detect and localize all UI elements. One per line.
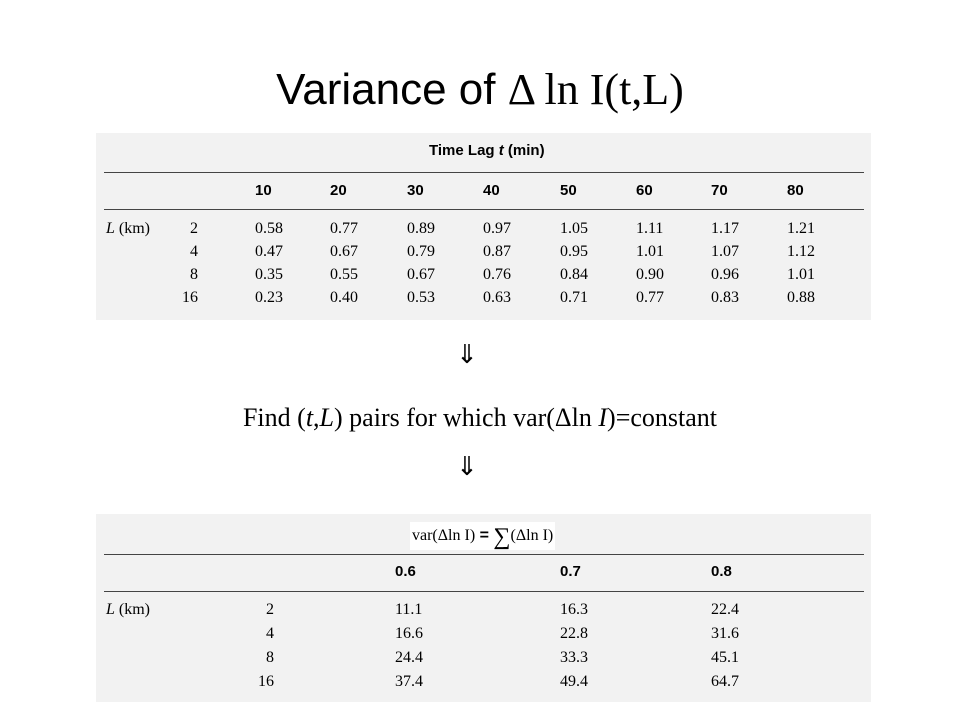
table-cell: 0.88 [787,289,815,306]
table-cell: 0.97 [483,220,511,237]
table-cell: 0.40 [330,289,358,306]
row-label: 8 [266,649,274,666]
table-cell: 0.84 [560,266,588,283]
table-cell: 1.01 [636,243,664,260]
column-header: 40 [483,182,500,199]
row-label: 8 [190,266,198,283]
table-cell: 0.35 [255,266,283,283]
formula-equals: = [475,527,494,544]
page-title [0,62,960,118]
title-text-sans: Variance of [276,65,508,114]
down-arrow-icon: ⇓ [456,452,478,482]
table-cell: 0.23 [255,289,283,306]
table-rule [104,554,864,555]
find-text-I: I [598,403,608,432]
table-rule [104,209,864,210]
table-cell: 33.3 [560,649,588,666]
table-cell: 1.11 [636,220,664,237]
column-header: 0.6 [395,563,416,580]
row-label: 2 [266,601,274,618]
table-cell: 45.1 [711,649,739,666]
table-cell: 1.17 [711,220,739,237]
table-cell: 0.47 [255,243,283,260]
row-label: 2 [190,220,198,237]
formula-rhs: (Δln I) [510,527,554,544]
table-cell: 0.95 [560,243,588,260]
time-lag-caption: Time Lag t (min) [429,142,545,159]
row-label: 4 [266,625,274,642]
find-text-comma: , [313,403,320,432]
table-cell: 1.05 [560,220,588,237]
table-cell: 0.71 [560,289,588,306]
table-rule [104,172,864,173]
table-cell: 0.67 [407,266,435,283]
time-lag-table [96,133,871,320]
column-header: 50 [560,182,577,199]
table-cell: 1.12 [787,243,815,260]
table-cell: 11.1 [395,601,423,618]
table-cell: 49.4 [560,673,588,690]
formula-lhs: var(Δln I) [412,527,476,544]
table-cell: 0.53 [407,289,435,306]
find-text-part2: ) pairs for which var(Δln [334,403,599,432]
table-cell: 0.96 [711,266,739,283]
table-cell: 0.63 [483,289,511,306]
table-cell: 0.77 [330,220,358,237]
column-header: 10 [255,182,272,199]
table-cell: 0.87 [483,243,511,260]
row-label: 16 [258,673,274,690]
find-text-L: L [319,403,335,432]
table-cell: 0.76 [483,266,511,283]
find-statement [0,400,960,436]
table-cell: 0.83 [711,289,739,306]
down-arrow-icon: ⇓ [456,340,478,370]
column-header: 0.8 [711,563,732,580]
table-cell: 16.6 [395,625,423,642]
table-cell: 0.79 [407,243,435,260]
find-text-part1: Find ( [242,403,306,432]
table-cell: 16.3 [560,601,588,618]
row-label: 16 [182,289,198,306]
table-cell: 31.6 [711,625,739,642]
column-header: 80 [787,182,804,199]
table-cell: 24.4 [395,649,423,666]
table-cell: 22.8 [560,625,588,642]
column-header: 70 [711,182,728,199]
column-header: 60 [636,182,653,199]
table-cell: 1.07 [711,243,739,260]
variance-formula [410,522,555,550]
table-cell: 22.4 [711,601,739,618]
column-header: 30 [407,182,424,199]
column-header: 0.7 [560,563,581,580]
find-text-t: t [305,403,314,432]
table-cell: 37.4 [395,673,423,690]
column-header: 20 [330,182,347,199]
row-label: 4 [190,243,198,260]
sigma-icon: ∑ [493,524,511,550]
table-cell: 0.77 [636,289,664,306]
table-cell: 0.55 [330,266,358,283]
table-rule [104,591,864,592]
find-text-part3: )=constant [607,403,718,432]
title-text-serif: Δ ln I(t,L) [507,65,684,114]
row-header-L: L (km) [106,220,151,237]
table-cell: 64.7 [711,673,739,690]
row-header-L: L (km) [106,601,151,618]
table-cell: 0.90 [636,266,664,283]
table-cell: 1.01 [787,266,815,283]
table-cell: 0.67 [330,243,358,260]
table-cell: 1.21 [787,220,815,237]
table-cell: 0.89 [407,220,435,237]
table-cell: 0.58 [255,220,283,237]
